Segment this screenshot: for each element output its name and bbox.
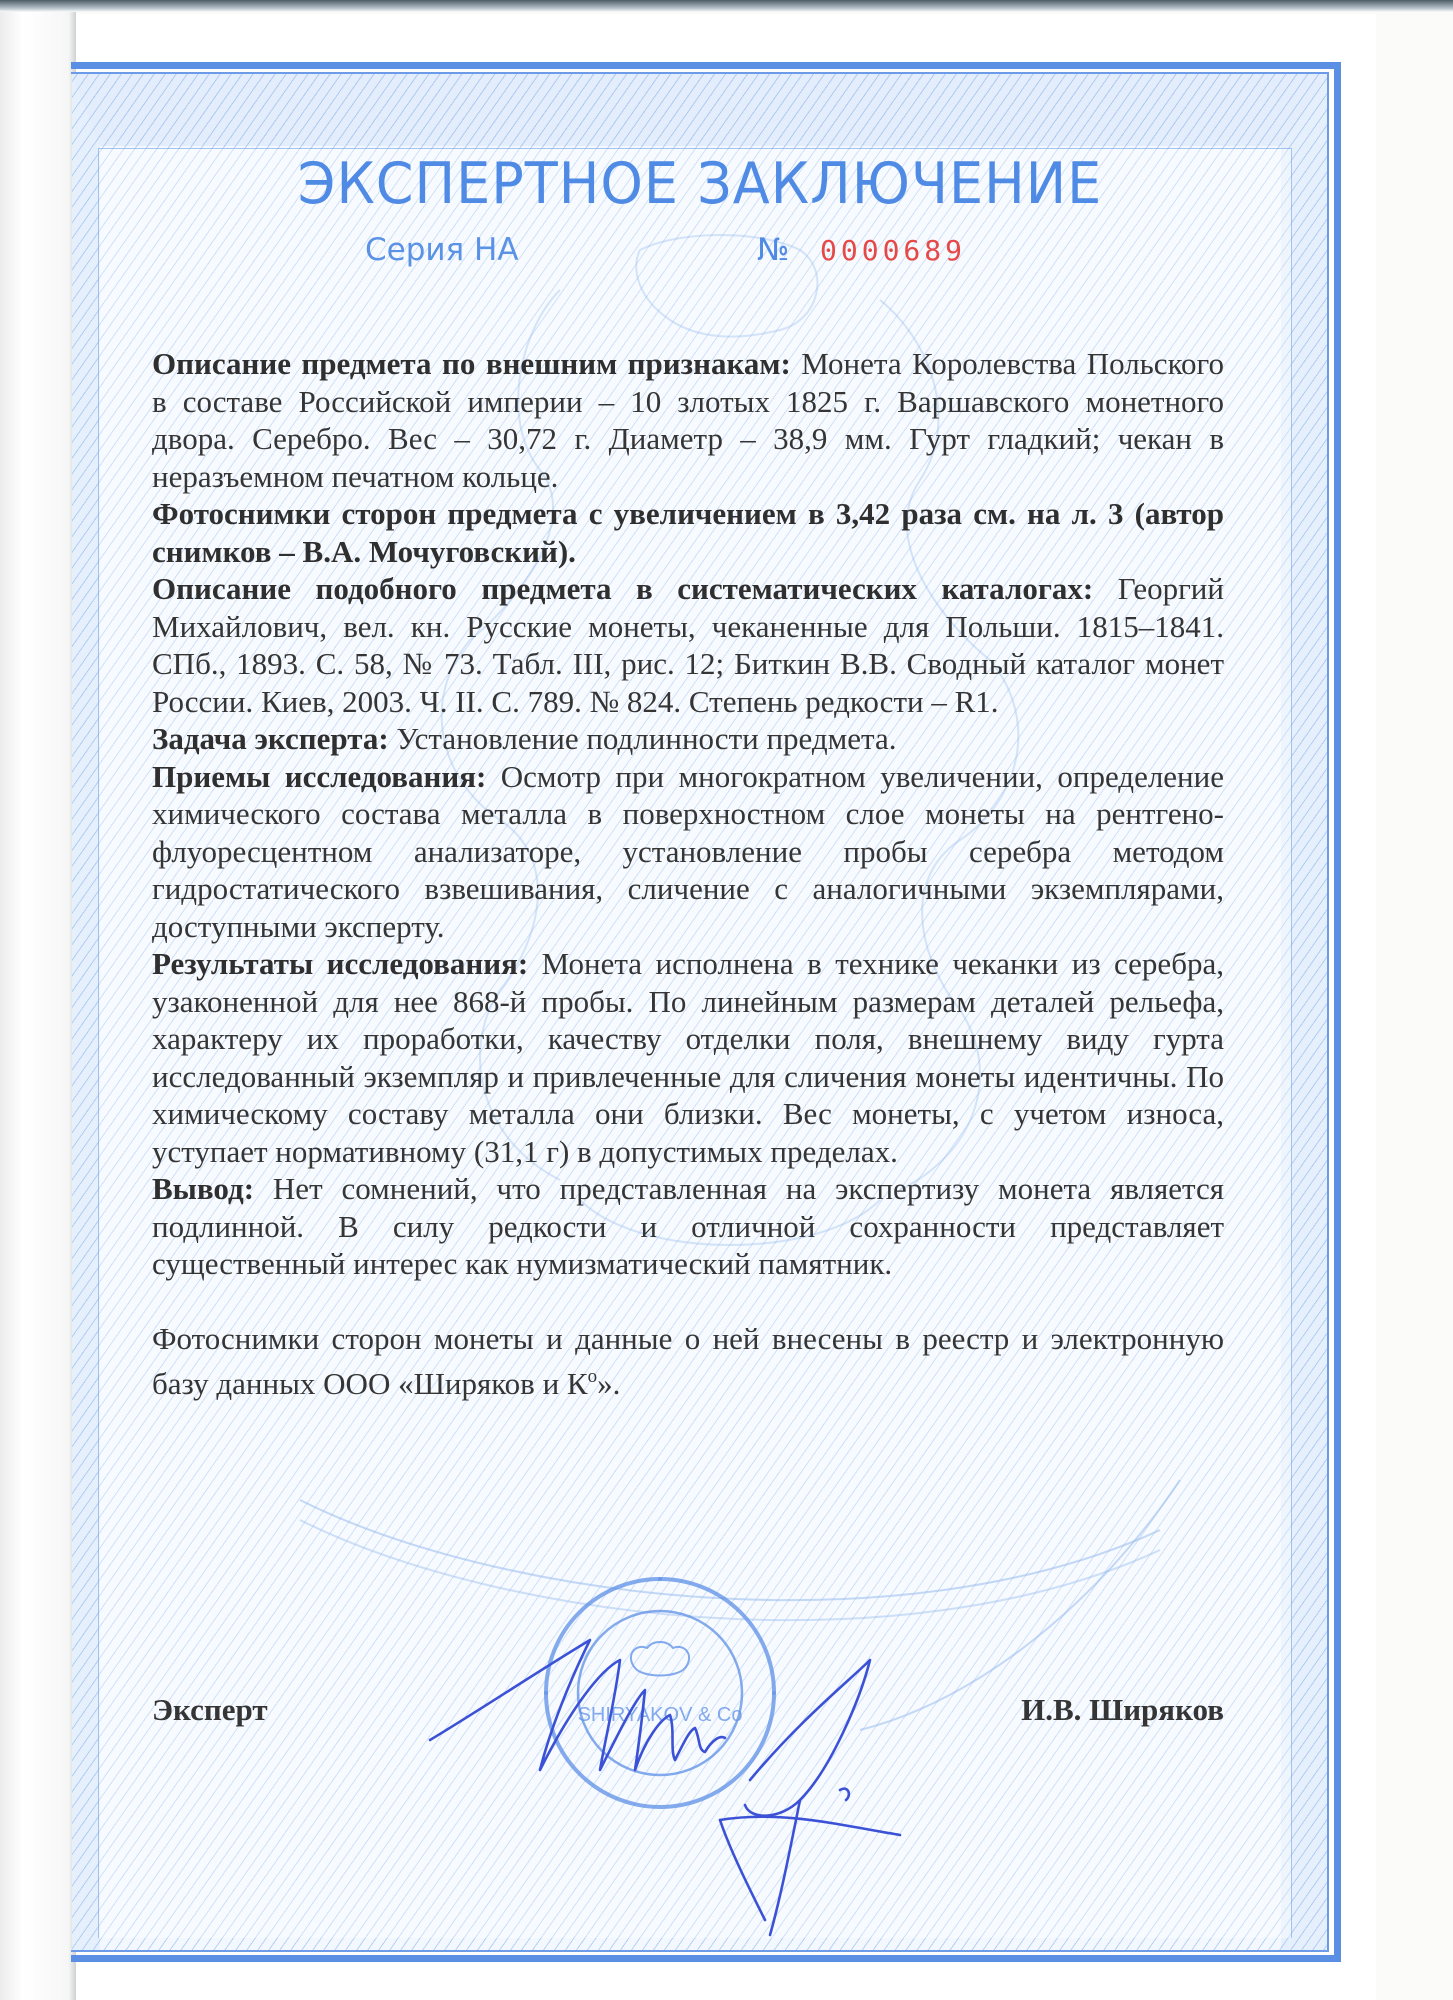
section-photos: [152, 495, 1224, 570]
expert-name: И.В. Ширяков: [1021, 1692, 1224, 1727]
certificate-body: [152, 345, 1224, 1402]
section-external-description: [152, 345, 1224, 495]
section-results: [152, 945, 1224, 1170]
section-label: Приемы исследования:: [152, 758, 487, 794]
section-label: Фотоснимки сторон предмета с увеличением в 3,42 раза см. на л. 3 (автор снимков – В.А. Мочуговский).: [152, 496, 1224, 569]
signature-row: [152, 1692, 1224, 1732]
section-label: Описание предмета по внешним признакам:: [152, 346, 791, 381]
section-text: Монета исполнена в технике чеканки из серебра, узаконенной для нее 868-й пробы. По линейным размерам деталей рельефа, характеру их проработки, качеству отделки поля, внешнему виду гурта исследованный экземпляр и привлеченные для сличения монеты идентичны. По химическому составу металла они близки. Вес монеты, с учетом износа, уступает нормативному (31,1 г) в допустимых пределах.: [152, 946, 1224, 1169]
handwritten-signature: [420, 1620, 940, 1940]
section-label: Описание подобного предмета в систематических каталогах:: [152, 571, 1094, 606]
registry-note-text: Фотоснимки сторон монеты и данные о ней внесены в реестр и электронную базу данных ООО «Ширяков и К: [152, 1321, 1224, 1401]
section-expert-task: [152, 720, 1224, 758]
stamp-text: SHIRYAKOV & Co: [577, 1704, 743, 1726]
registry-note-superscript: о: [587, 1365, 598, 1387]
section-methods: [152, 758, 1224, 946]
section-text: Установление подлинности предмета.: [388, 721, 897, 756]
section-catalog-description: [152, 570, 1224, 720]
section-text: Осмотр при многократном увеличении, определение химического состава металла в поверхностном слое монеты на рентгено-флуоресцентном анализаторе, установление пробы серебра методом гидростатического взвешивания, сличение с аналогичными экземплярами, доступными эксперту.: [152, 758, 1224, 944]
series-label: Серия НА: [365, 232, 519, 268]
certificate-number: 0000689: [820, 234, 967, 267]
section-text: Монета Королевства Польского в составе Российской империи – 10 злотых 1825 г. Варшавского монетного двора. Серебро. Вес – 30,72 г. Диаметр – 38,9 мм. Гурт гладкий; чекан в неразъемном печатном кольце.: [152, 346, 1225, 494]
registry-note: [152, 1320, 1224, 1402]
section-label: Вывод:: [152, 1171, 255, 1206]
section-label: Задача эксперта:: [152, 721, 389, 756]
number-sign: №: [757, 232, 790, 268]
document-title: ЭКСПЕРТНОЕ ЗАКЛЮЧЕНИЕ: [297, 150, 1103, 217]
section-label: Результаты исследования:: [152, 946, 529, 981]
registry-note-tail: ».: [597, 1365, 621, 1401]
spacer: [152, 1283, 1224, 1321]
expert-role-label: Эксперт: [152, 1692, 268, 1727]
section-conclusion: [152, 1170, 1224, 1283]
section-text: Георгий Михайлович, вел. кн. Русские монеты, чеканенные для Польши. 1815–1841. СПб., 1893. С. 58, № 73. Табл. III, рис. 12; Биткин В.В. Сводный каталог монет России. Киев, 2003. Ч. II. С. 789. № 824. Степень редкости – R1.: [152, 571, 1224, 719]
section-text: Нет сомнений, что представленная на экспертизу монета является подлинной. В силу редкости и отличной сохранности представляет существенный интерес как нумизматический памятник.: [152, 1171, 1224, 1281]
